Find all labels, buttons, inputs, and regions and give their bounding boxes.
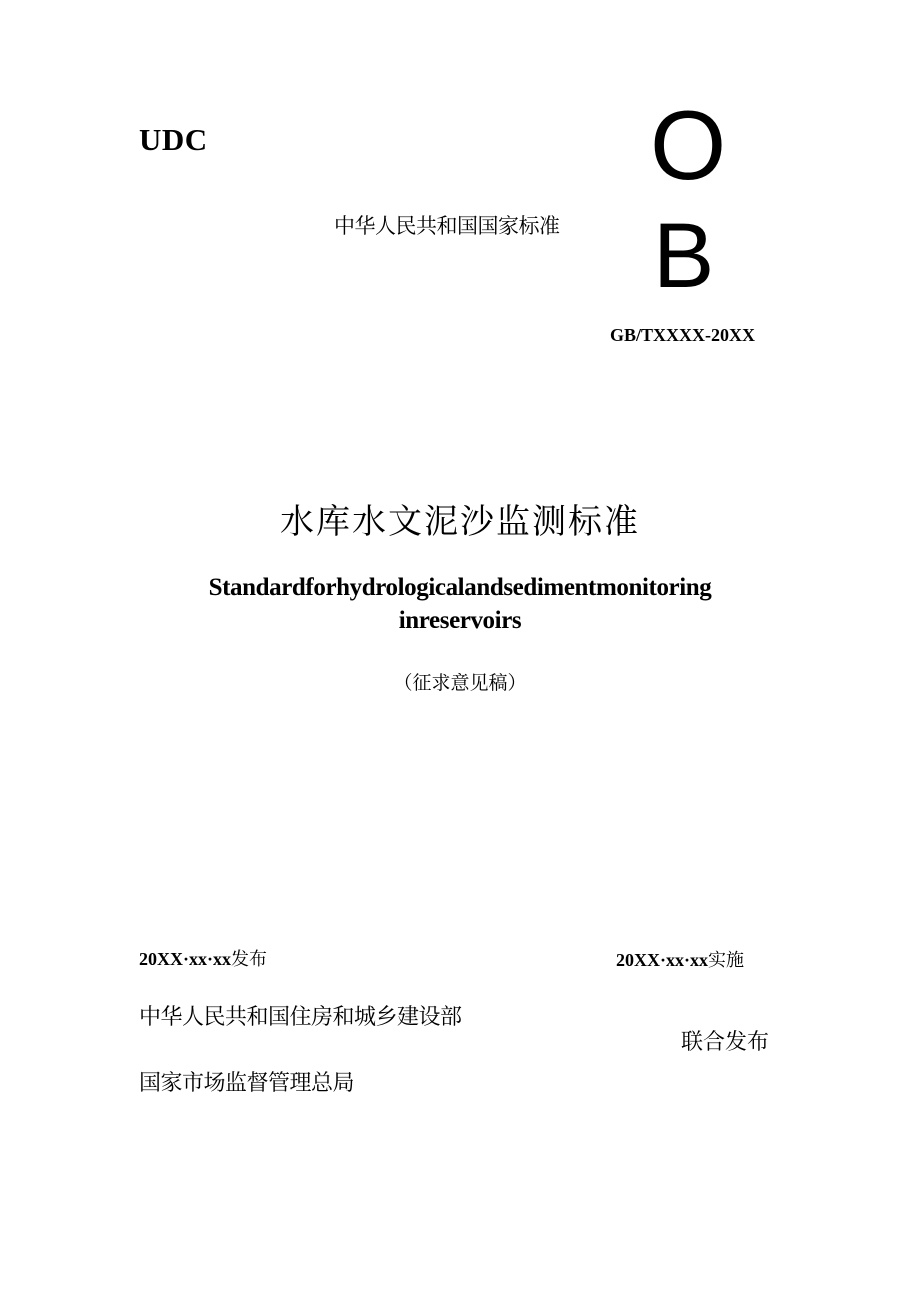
issuer-ministry: 中华人民共和国住房和城乡建设部 — [139, 1005, 462, 1030]
issue-date-value: 20XX·xx·xx — [139, 949, 232, 969]
gb-logo-letter-o: O — [650, 90, 727, 200]
national-standard-label: 中华人民共和国国家标准 — [334, 214, 560, 238]
standard-number: GB/TXXXX-20XX — [610, 325, 756, 345]
udc-label: UDC — [139, 122, 208, 157]
chinese-title: 水库水文泥沙监测标准 — [280, 502, 640, 542]
english-title-line-2: inreservoirs — [398, 607, 522, 634]
issue-date-suffix: 发布 — [231, 949, 268, 970]
issue-date — [139, 945, 267, 971]
implementation-date-suffix: 实施 — [708, 950, 745, 971]
gb-logo-letter-b: B — [653, 205, 715, 307]
joint-issue-label: 联合发布 — [681, 1030, 770, 1055]
issuer-administration: 国家市场监督管理总局 — [139, 1071, 355, 1096]
implementation-date-value: 20XX·xx·xx — [616, 950, 709, 970]
english-title-line-1: Standardforhydrologicalandsedimentmonitoring — [208, 574, 712, 601]
draft-status: （征求意见稿） — [393, 672, 527, 694]
implementation-date — [616, 946, 744, 972]
